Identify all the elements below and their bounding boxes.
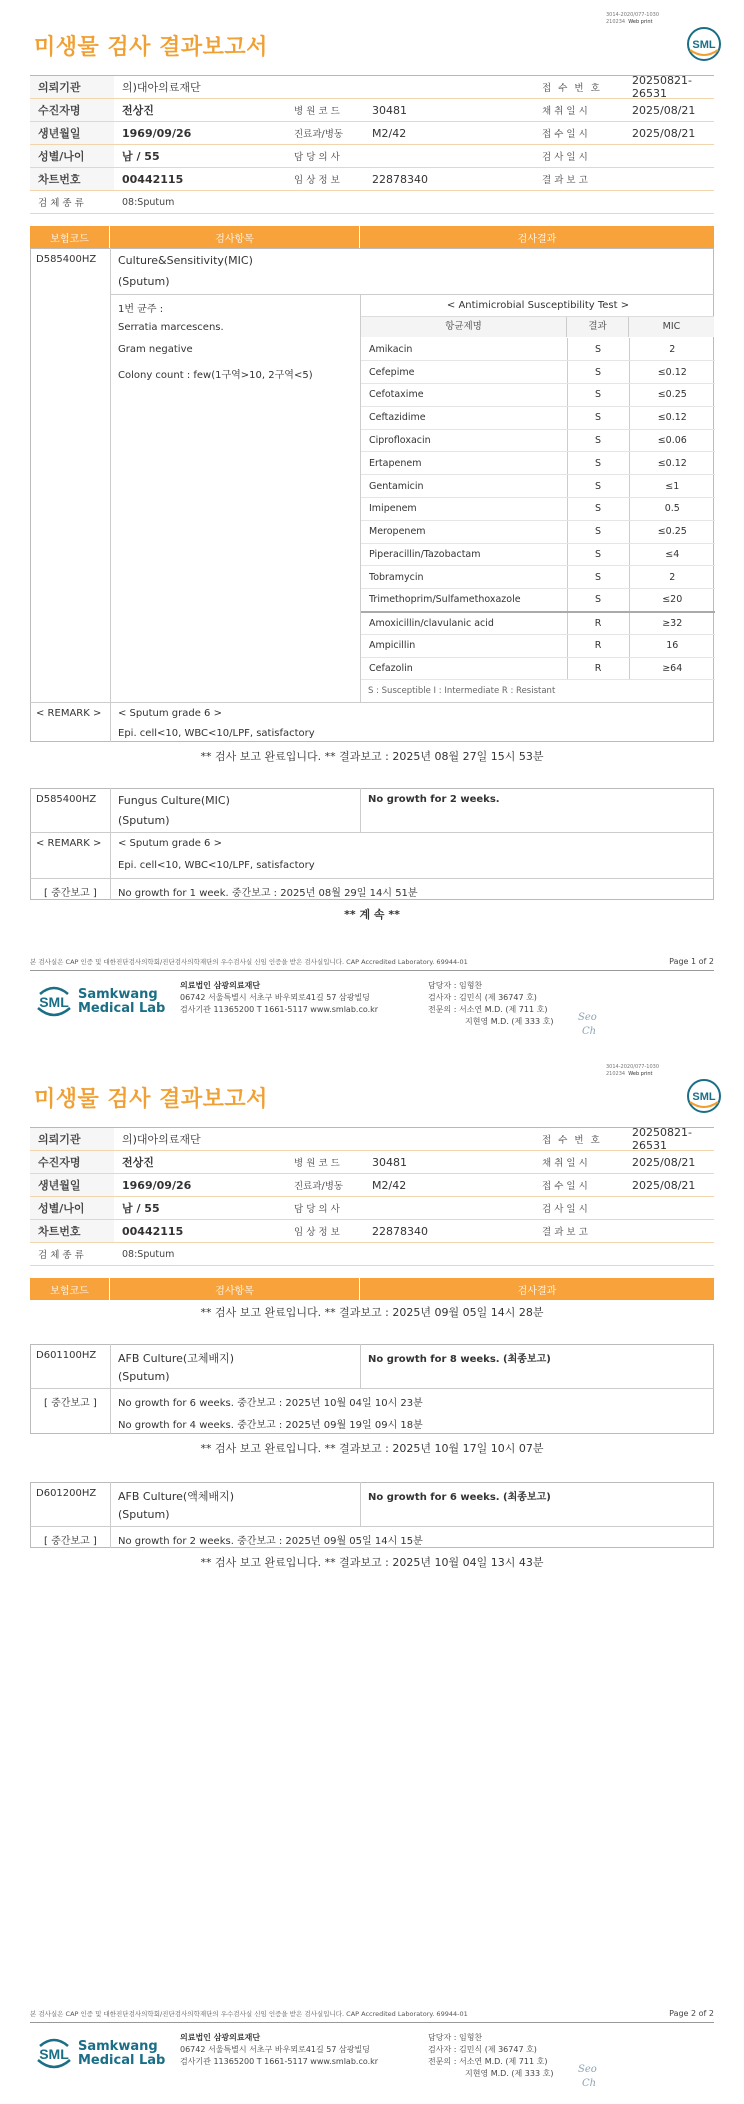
receive-date-label: 접 수 일 시 xyxy=(542,129,588,140)
ast-agent: Ertapenem xyxy=(361,452,567,475)
doctor-value xyxy=(364,145,534,167)
culture-done: ** 검사 보고 완료입니다. ** 결과보고 : 2025년 08월 27일 15시 53분 xyxy=(200,750,544,763)
dob-value: 1969/09/26 xyxy=(122,126,192,140)
culture-name: Culture&Sensitivity(MIC) xyxy=(118,254,253,267)
footer-address: 의료법인 삼광의료재단 06742 서울특별시 서초구 바우뫼로41길 57 삼광빌딩 검사기관 11365200 T 1661-5117 www.smlab.co.kr xyxy=(180,981,379,1014)
ast-result: S xyxy=(567,543,629,566)
afb-liquid-interim-label: [ 중간보고 ] xyxy=(44,1536,97,1547)
ast-header xyxy=(361,317,714,337)
ast-row xyxy=(361,406,715,429)
afb-solid-interim-1: No growth for 6 weeks. 중간보고 : 2025년 10월 04일 10시 23분 xyxy=(118,1398,423,1409)
ast-result: R xyxy=(567,657,629,680)
ast-result: S xyxy=(567,384,629,407)
footer-staff: 담당자 : 임형찬 검사자 : 김민식 (제 36747 호) 전문의 : 서소연 M.D. (제 711 호) 지현영 M.D. (제 333 호) xyxy=(428,981,554,1026)
ast-result: S xyxy=(567,566,629,589)
ast-row xyxy=(361,634,715,657)
name-value: 전상진 xyxy=(122,104,154,117)
ast-result: R xyxy=(567,612,629,635)
lab-label: 의뢰기관 xyxy=(30,76,114,98)
ast-mic: ≤0.12 xyxy=(629,406,715,429)
fungus-remark-2: Epi. cell<10, WBC<10/LPF, satisfactory xyxy=(118,860,315,871)
ast-row xyxy=(361,566,715,589)
svg-text:SML: SML xyxy=(692,1091,716,1103)
specimen-value: 08:Sputum xyxy=(122,196,175,208)
test-date-value xyxy=(624,145,714,167)
test-date-label: 검 사 일 시 xyxy=(542,152,588,163)
footer-logo-2: SML Samkwang Medical Lab xyxy=(34,2034,165,2074)
ast-row xyxy=(361,361,715,384)
ast-mic: ≤0.06 xyxy=(629,429,715,452)
sml-footer-logo-icon xyxy=(34,2034,74,2074)
ast-result: S xyxy=(567,406,629,429)
afb-liquid-name: AFB Culture(액체배지) xyxy=(118,1490,235,1503)
culture-code: D585400HZ xyxy=(36,254,97,265)
ast-row xyxy=(361,543,715,566)
afb-solid-interim-label: [ 중간보고 ] xyxy=(44,1398,97,1409)
ast-result: S xyxy=(567,589,629,612)
culture-remark-1: < Sputum grade 6 > xyxy=(118,708,222,719)
report-label: 결 과 보 고 xyxy=(542,175,588,186)
receive-date-value: 2025/08/21 xyxy=(632,126,696,140)
fungus-interim: No growth for 1 week. 중간보고 : 2025년 08월 29일 14시 51분 xyxy=(118,888,418,899)
ast-agent: Amoxicillin/clavulanic acid xyxy=(361,612,567,635)
page-number-2: Page 2 of 2 xyxy=(669,2009,714,2018)
ast-agent: Trimethoprim/Sulfamethoxazole xyxy=(361,589,567,612)
afb-solid-specimen: (Sputum) xyxy=(118,1370,170,1383)
header-code: 보험코드 xyxy=(30,226,110,248)
reception-no-label: 접 수 번 호 xyxy=(542,83,602,94)
ast-row xyxy=(361,452,715,475)
page2-header-done: ** 검사 보고 완료입니다. ** 결과보고 : 2025년 09월 05일 14시 28분 xyxy=(200,1306,544,1319)
culture-specimen: (Sputum) xyxy=(118,275,170,288)
ast-mic: ≥32 xyxy=(629,612,715,635)
fungus-name: Fungus Culture(MIC) xyxy=(118,794,230,807)
afb-liquid-specimen: (Sputum) xyxy=(118,1508,170,1521)
ast-row xyxy=(361,429,715,452)
ast-col-mic: MIC xyxy=(662,321,681,332)
specimen-label: 검 체 종 류 xyxy=(38,198,84,209)
chart-value: 00442115 xyxy=(122,172,184,186)
dob-label: 생년월일 xyxy=(30,122,114,144)
corner-stamp: 3014-2020/077-1030 210234 Web print xyxy=(606,12,660,25)
ast-agent: Imipenem xyxy=(361,498,567,521)
fungus-specimen: (Sputum) xyxy=(118,814,170,827)
ast-row xyxy=(361,384,715,407)
ast-title: < Antimicrobial Susceptibility Test > xyxy=(446,300,630,311)
hospital-code-value: 30481 xyxy=(372,103,407,117)
dept-value: M2/42 xyxy=(372,126,407,140)
corner-stamp-2: 3014-2020/077-1030 210234 Web print xyxy=(606,1064,660,1077)
footer-staff-2: 담당자 : 임형찬 검사자 : 김민식 (제 36747 호) 전문의 : 서소연 M.D. (제 711 호) 지현영 M.D. (제 333 호) xyxy=(428,2033,554,2078)
page-number: Page 1 of 2 xyxy=(669,957,714,966)
ast-agent: Ampicillin xyxy=(361,634,567,657)
ast-agent: Gentamicin xyxy=(361,475,567,498)
ast-row xyxy=(361,475,715,498)
ast-col-result: 결과 xyxy=(567,317,629,337)
organism-name: Serratia marcescens. xyxy=(118,322,224,333)
svg-text:SML: SML xyxy=(39,994,69,1010)
sml-footer-logo-icon xyxy=(34,982,74,1022)
clinical-label: 임 상 정 보 xyxy=(294,175,340,186)
accreditation-note-2: 본 검사실은 CAP 인증 및 대한진단검사의학회/진단검사의학재단의 우수검사실 신임 인증을 받은 검사실입니다. CAP Accredited Laboratory. 69944-01 xyxy=(30,2010,468,2018)
afb-liquid-done: ** 검사 보고 완료입니다. ** 결과보고 : 2025년 10월 04일 13시 43분 xyxy=(200,1556,544,1569)
signature-1-p2: Seo xyxy=(578,2064,597,2075)
continued-note: ** 계 속 ** xyxy=(344,908,400,921)
hospital-code-label: 병 원 코 드 xyxy=(294,106,340,117)
ast-result: S xyxy=(567,475,629,498)
fungus-remark-label: < REMARK > xyxy=(36,838,102,849)
afb-liquid-code: D601200HZ xyxy=(36,1488,97,1499)
colony-count: Colony count : few(1구역>10, 2구역<5) xyxy=(118,370,313,381)
footer-logo: SML Samkwang Medical Lab xyxy=(34,982,165,1022)
svg-text:SML: SML xyxy=(39,2046,69,2062)
patient-info-table xyxy=(30,75,714,214)
reception-no-value: 20250821-26531 xyxy=(632,74,692,100)
name-label: 수진자명 xyxy=(30,99,114,121)
ast-agent: Piperacillin/Tazobactam xyxy=(361,543,567,566)
ast-result: S xyxy=(567,498,629,521)
fungus-result: No growth for 2 weeks. xyxy=(368,794,500,805)
ast-agent: Amikacin xyxy=(361,338,567,361)
sex-age-label: 성별/나이 xyxy=(30,145,114,167)
ast-agent: Cefepime xyxy=(361,361,567,384)
ast-mic: ≤0.25 xyxy=(629,384,715,407)
ast-mic: ≤20 xyxy=(629,589,715,612)
ast-row xyxy=(361,657,715,680)
patient-info-table-2: 의뢰기관 의)대아의료재단 접 수 번 호 20250821-26531 수진자명 전상진 병 원 코 드 30481 채 취 일 시 2025/08/21 생년월일 1969/09/26 진료과/병동 M2/42 접 수 일 시 2025/08/21 성별/나이 남 / 55 담 당 의 사 검 사 일 시 차트번호 00442115 임 상 정 보 22878340 결 과 보 고 검 체 종 류 08:Sputum xyxy=(30,1127,714,1266)
ast-result: S xyxy=(567,361,629,384)
ast-agent: Ciprofloxacin xyxy=(361,429,567,452)
clinical-value: 22878340 xyxy=(372,172,428,186)
afb-solid-code: D601100HZ xyxy=(36,1350,97,1361)
report-value xyxy=(624,168,714,190)
ast-mic: 2 xyxy=(629,338,715,361)
ast-row xyxy=(361,589,715,612)
sml-logo-icon xyxy=(686,1078,722,1114)
ast-mic: ≤1 xyxy=(629,475,715,498)
ast-legend: S : Susceptible I : Intermediate R : Resistant xyxy=(368,686,556,696)
accreditation-note: 본 검사실은 CAP 인증 및 대한진단검사의학회/진단검사의학재단의 우수검사실 신임 인증을 받은 검사실입니다. CAP Accredited Laboratory. 69944-01 xyxy=(30,958,468,966)
ast-row xyxy=(361,612,715,635)
ast-result: S xyxy=(567,338,629,361)
ast-row xyxy=(361,520,715,543)
ast-row xyxy=(361,498,715,521)
ast-mic: 2 xyxy=(629,566,715,589)
collect-date-value: 2025/08/21 xyxy=(632,103,696,117)
collect-date-label: 채 취 일 시 xyxy=(542,106,588,117)
footer-address-2: 의료법인 삼광의료재단 06742 서울특별시 서초구 바우뫼로41길 57 삼광빌딩 검사기관 11365200 T 1661-5117 www.smlab.co.kr xyxy=(180,2033,379,2066)
afb-solid-name: AFB Culture(고체배지) xyxy=(118,1352,235,1365)
ast-mic: ≤4 xyxy=(629,543,715,566)
afb-solid-interim-2: No growth for 4 weeks. 중간보고 : 2025년 09월 19일 09시 18분 xyxy=(118,1420,423,1431)
lab-value: 의)대아의료재단 xyxy=(122,81,201,94)
report-title: 미생물 검사 결과보고서 xyxy=(34,35,268,60)
fungus-remark-1: < Sputum grade 6 > xyxy=(118,838,222,849)
result-table-header-2: 보험코드 검사항목 검사결과 xyxy=(30,1278,714,1300)
ast-table xyxy=(361,338,715,680)
ast-mic: 0.5 xyxy=(629,498,715,521)
ast-agent: Cefotaxime xyxy=(361,384,567,407)
ast-col-agent: 항균제명 xyxy=(361,317,567,337)
signature-2-p2: Ch xyxy=(582,2078,597,2089)
sex-age-value: 남 / 55 xyxy=(122,150,160,163)
ast-agent: Tobramycin xyxy=(361,566,567,589)
culture-remark-2: Epi. cell<10, WBC<10/LPF, satisfactory xyxy=(118,728,315,739)
gram-stain: Gram negative xyxy=(118,344,193,355)
doctor-label: 담 당 의 사 xyxy=(294,152,340,163)
ast-result: S xyxy=(567,452,629,475)
ast-result: S xyxy=(567,429,629,452)
ast-agent: Meropenem xyxy=(361,520,567,543)
header-item: 검사항목 xyxy=(110,226,360,248)
ast-result: R xyxy=(567,634,629,657)
afb-liquid-result: No growth for 6 weeks. (최종보고) xyxy=(368,1492,551,1503)
ast-mic: 16 xyxy=(629,634,715,657)
chart-label: 차트번호 xyxy=(30,168,114,190)
afb-solid-done: ** 검사 보고 완료입니다. ** 결과보고 : 2025년 10월 17일 10시 07분 xyxy=(200,1442,544,1455)
result-table-header xyxy=(30,226,714,248)
ast-mic: ≤0.12 xyxy=(629,452,715,475)
signature-2: Ch xyxy=(582,1026,597,1037)
ast-result: S xyxy=(567,520,629,543)
report-title-2: 미생물 검사 결과보고서 xyxy=(34,1087,268,1112)
ast-mic: ≤0.12 xyxy=(629,361,715,384)
ast-agent: Ceftazidime xyxy=(361,406,567,429)
sml-logo-icon xyxy=(686,26,722,62)
signature-1: Seo xyxy=(578,1012,597,1023)
report-page-2 xyxy=(0,1052,744,2104)
fungus-code: D585400HZ xyxy=(36,794,97,805)
organism-number: 1번 균주 : xyxy=(118,304,164,315)
fungus-interim-label: [ 중간보고 ] xyxy=(44,888,97,899)
header-result: 검사결과 xyxy=(517,233,557,245)
afb-liquid-interim-1: No growth for 2 weeks. 중간보고 : 2025년 09월 05일 14시 15분 xyxy=(118,1536,423,1547)
ast-row xyxy=(361,338,715,361)
svg-text:SML: SML xyxy=(692,39,716,51)
ast-agent: Cefazolin xyxy=(361,657,567,680)
dept-label: 진료과/병동 xyxy=(294,129,344,140)
ast-mic: ≥64 xyxy=(629,657,715,680)
ast-mic: ≤0.25 xyxy=(629,520,715,543)
culture-remark-label: < REMARK > xyxy=(36,708,102,719)
afb-solid-result: No growth for 8 weeks. (최종보고) xyxy=(368,1354,551,1365)
